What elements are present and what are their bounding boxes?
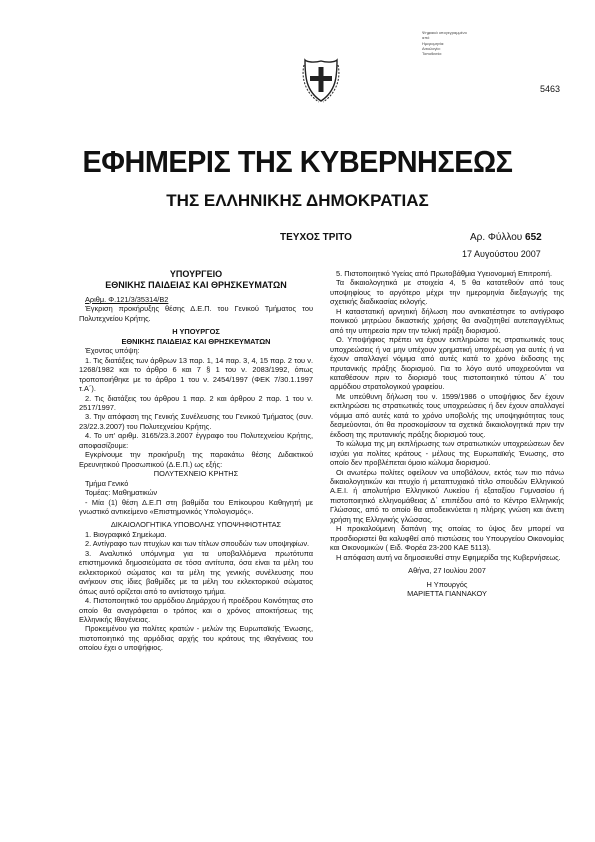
stamp-line: Ημερομηνία: bbox=[422, 40, 445, 46]
position-description: - Μία (1) θέση Δ.Ε.Π στη βαθμίδα του Επίκουρου Καθηγητή με γνωστικό αντικείμενο «Επιστημονικός Υπολογισμός». bbox=[79, 497, 313, 516]
stamp-line: Τοποθεσία: bbox=[422, 51, 442, 57]
paragraph: Η προκαλούμενη δαπάνη της οποίας το ύψος δεν μπορεί να προσδιοριστεί θα καλυφθεί από πιστώσεις του Υπουργείου Οικονομίας και Οικονομικών ( Ειδ. Φορέα 23-200 ΚΑΕ 5113). bbox=[330, 524, 564, 553]
paragraph: Έχοντας υπόψη: bbox=[85, 346, 140, 356]
issue-date: 17 Αυγούστου 2007 bbox=[462, 249, 541, 259]
paragraph: 3. Την απόφαση της Γενικής Συνέλευσης του Γενικού Τμήματος (συν. 23/22.3.2007) του Πολυτεχνείου Κρήτης. bbox=[79, 412, 313, 431]
gazette-title: ΕΦΗΜΕΡΙΣ ΤΗΣ ΚΥΒΕΡΝΗΣΕΩΣ bbox=[82, 144, 513, 179]
issue-number-line bbox=[470, 232, 542, 243]
paragraph: 3. Αναλυτικό υπόμνημα για τα υποβαλλόμενα πρωτότυπα επιστημονικά δημοσιεύματα σε τόσα αντίτυπα, όσα είναι τα μέλη του εκλεκτορικού σώματος και τα μέλη της γενικής συνέλευσης που ανήκουν στις ίδιες βαθμίδες με τα μέλη του εκλεκτορικού σώματος όπως αυτό ορίζεται από το αντίστοιχο τμήμα. bbox=[79, 548, 313, 596]
left-column bbox=[79, 269, 313, 653]
greek-coat-of-arms-icon bbox=[302, 57, 340, 103]
ministry-heading: ΥΠΟΥΡΓΕΙΟ bbox=[169, 269, 223, 279]
paragraph: Η απόφαση αυτή να δημοσιευθεί στην Εφημερίδα της Κυβερνήσεως. bbox=[336, 552, 561, 562]
digital-signature-stamp bbox=[422, 30, 490, 56]
paragraph: 4. Το υπ' αριθμ. 3165/23.3.2007 έγγραφο του Πολυτεχνείου Κρήτης, αποφασίζουμε: bbox=[79, 431, 313, 450]
paragraph: Τα δικαιολογητικά με στοιχεία 4, 5 θα κατατεθούν από τους υποψηφίους το αργότερο μέχρι την ημερομηνία διεξαγωγής της σχετικής διαδικασίας εκλογής. bbox=[330, 278, 564, 307]
gazette-subtitle: ΤΗΣ ΕΛΛΗΝΙΚΗΣ ΔΗΜΟΚΡΑΤΙΑΣ bbox=[166, 191, 429, 210]
paragraph: 1. Βιογραφικό Σημείωμα. bbox=[85, 529, 167, 539]
signer-name: ΜΑΡΙΕΤΤΑ ΓΙΑΝΝΑΚΟΥ bbox=[407, 588, 487, 598]
paragraph: Η καταστατική αρνητική δήλωση που αντικατέστησε το αντίγραφο ποινικού μητρώου δικαστικής χρήσης θα αναζητηθεί αυτεπαγγέλτως από την υπηρεσία πριν την τελική πράξη διορισμού. bbox=[330, 306, 564, 335]
paragraph: Οι ανωτέρω πολίτες οφείλουν να υποβάλουν, εκτός των πιο πάνω δικαιολογητικών και πτυχίο ή μεταπτυχιακό τίτλο σπουδών Ελληνικού Α.Ε.Ι. ή απολυτήριο Ελληνικού Λυκείου ή εξαταξίου Γυμνασίου ή πιστοποιητικό ελληνομάθειας Δ΄ επιπέδου από το Κέντρο Ελληνικής Γλώσσας, από το οποίο θα αποδεικνύεται η πλήρης γνώση και άνετη χρήση της Ελληνικής γλώσσας. bbox=[330, 467, 564, 524]
minister-heading: ΕΘΝΙΚΗΣ ΠΑΙΔΕΙΑΣ ΚΑΙ ΘΡΗΣΚΕΥΜΑΤΩΝ bbox=[121, 336, 271, 346]
decision-reference: Αριθμ. Φ.121/3/35314/Β2 bbox=[85, 295, 169, 304]
ministry-heading: ΕΘΝΙΚΗΣ ΠΑΙΔΕΙΑΣ ΚΑΙ ΘΡΗΣΚΕΥΜΑΤΩΝ bbox=[105, 280, 287, 290]
minister-heading: Η ΥΠΟΥΡΓΟΣ bbox=[172, 327, 220, 337]
stamp-line: από bbox=[422, 35, 430, 41]
documents-heading: ΔΙΚΑΙΟΛΟΓΗΤΙΚΑ ΥΠΟΒΟΛΗΣ ΥΠΟΨΗΦΙΟΤΗΤΑΣ bbox=[110, 520, 282, 530]
stamp-line: Ψηφιακά υπογεγραμμένο bbox=[422, 30, 467, 35]
paragraph: 2. Τις διατάξεις του άρθρου 1 παρ. 2 και άρθρου 2 παρ. 1 του ν. 2517/1997. bbox=[79, 393, 313, 412]
paragraph: Εγκρίνουμε την προκήρυξη της παρακάτω θέσης Διδακτικού Ερευνητικού Προσωπικού (Δ.Ε.Π.) ως εξής: bbox=[79, 450, 313, 469]
paragraph: Ο. Υποψήφιος πρέπει να έχουν εκπληρώσει τις στρατιωτικές τους υποχρεώσεις ή να μην υπέχουν χρηματική υποχρέωση για αυτές ή να έχουν απαλλαγεί νόμιμα από αυτές κατά το χρόνο έκδοσης της πρυτανικής πράξης διορισμού. Για το λόγο αυτό υποχρεούνται να καταθέσουν πριν το διορισμό τους πιστοποιητικό τύπου Α΄ του αρμόδιου στρατολογικού γραφείου. bbox=[330, 335, 564, 392]
paragraph: Προκειμένου για πολίτες κρατών - μελών της Ευρωπαϊκής Ένωσης, πιστοποιητικό της αρμόδιας αρχής του κράτους της ιθαγένειας του οποίου έχει ο υποψήφιος. bbox=[79, 624, 313, 653]
paragraph: 4. Πιστοποιητικό του αρμόδιου Δημάρχου ή προέδρου Κοινότητας στο οποίο θα αναγράφεται ο τρόπος και ο χρόνος αποκτήσεως της Ελληνικής Ιθαγένειας. bbox=[79, 596, 313, 624]
issue-series: ΤΕΥΧΟΣ ΤΡΙΤΟ bbox=[280, 232, 352, 243]
sector-name: Τομέας: Μαθηματικών bbox=[85, 488, 158, 498]
issue-label: Αρ. Φύλλου bbox=[470, 232, 523, 243]
issue-number: 652 bbox=[525, 232, 542, 243]
decision-subject: Έγκριση προκήρυξης θέσης Δ.Ε.Π. του Γενικού Τμήματος του Πολυτεχνείου Κρήτης. bbox=[79, 304, 313, 323]
paragraph: Με υπεύθυνη δήλωση του ν. 1599/1986 ο υποψήφιος δεν έχουν εκπληρώσει τις στρατιωτικές τους υποχρεώσεις ή δεν έχουν απαλλαγεί νόμιμα από αυτές κατά το χρόνο υποβολής της υποψηφιότητας τους δεσμεύονται, ότι θα προσκομίσουν τα σχετικά δικαιολογητικά πριν την έκδοση της πρυτανικής πράξης διορισμού τους. bbox=[330, 391, 564, 439]
right-column bbox=[330, 269, 564, 598]
institution-name: ΠΟΛΥΤΕΧΝΕΙΟ ΚΡΗΤΗΣ bbox=[153, 469, 239, 479]
signer-title: Η Υπουργός bbox=[426, 579, 468, 589]
place-date: Αθήνα, 27 Ιουλίου 2007 bbox=[408, 566, 486, 576]
stamp-line: Αιτιολογία: bbox=[422, 45, 441, 51]
department-name: Τμήμα Γενικό bbox=[85, 478, 129, 488]
paragraph: Το κώλυμα της μη εκπλήρωσης των στρατιωτικών υποχρεώσεων δεν ισχύει για πολίτες κράτους - μέλους της Ευρωπαϊκής Ένωσης, στο οποίο δεν προβλέπεται όμοιο κώλυμα διορισμού. bbox=[330, 439, 564, 468]
paragraph: 5. Πιστοποιητικό Υγείας από Πρωτοβάθμια Υγειονομική Επιτροπή. bbox=[336, 269, 553, 278]
paragraph: 1. Τις διατάξεις των άρθρων 13 παρ. 1, 14 παρ. 3, 4, 15 παρ. 2 του ν. 1268/1982 και το άρθρο 6 και 7 § 1 του ν. 2083/1992, όπως τροποποιήθηκε με το άρθρο 1 του ν. 2454/1997 (ΦΕΚ 7/30.1.1997 τ.Α΄). bbox=[79, 355, 313, 394]
paragraph: 2. Αντίγραφο των πτυχίων και των τίτλων σπουδών των υποψηφίων. bbox=[85, 539, 310, 549]
page-number: 5463 bbox=[540, 84, 561, 94]
